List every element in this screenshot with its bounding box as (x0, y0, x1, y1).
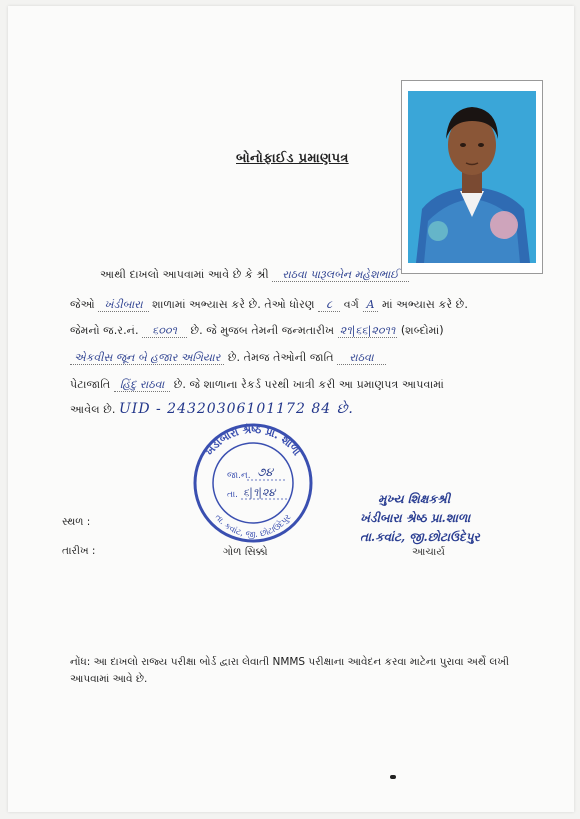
certificate-sheet (8, 6, 574, 812)
body-line-3 (70, 324, 444, 338)
round-seal (189, 421, 317, 545)
line3-mid: છે. જે મુજબ તેમની જન્મતારીખ (190, 324, 335, 337)
line6-prefix: આવેલ છે. (70, 403, 116, 416)
gr-number: ૬૦૦૧ (142, 324, 187, 338)
birth-date: ૨૧|૬૬|૨૦૧૧ (339, 324, 396, 337)
stamp-line-1: મુખ્ય શિક્ષકશ્રી (378, 492, 451, 506)
seal-caption: ગોળ સિક્કો (223, 546, 268, 558)
dob-in-words: એકવીસ જૂન બે હજાર અગિયાર (70, 351, 224, 365)
body-line-6 (70, 401, 354, 417)
stamp-line-2: ખંડીબારા શ્રેષ્ઠ પ્રા.શાળા (360, 511, 471, 525)
body-line-5 (70, 378, 444, 392)
standard-value: ૮ (318, 298, 340, 312)
student-photo (401, 80, 543, 274)
seal-date-label: તા. (227, 490, 239, 500)
stamp-line-3: તા.કવાંટ, જી.છોટાઉદેપુર (360, 530, 480, 544)
date-label: તારીખ : (62, 545, 96, 557)
designation-label: આચાર્ય (412, 546, 445, 558)
seal-date-value: ૬|૧|૨૪ (243, 486, 276, 499)
line5-prefix: પેટાજાતિ (70, 378, 111, 391)
line3-prefix: જેમનો જ.ર.નં. (70, 324, 139, 337)
seal-ring-text: ખંડીબારા શ્રેષ્ઠ પ્રા. શાળા (203, 423, 303, 458)
line2-mid: શાળામાં અભ્યાસ કરે છે. તેઓ ધોરણ (152, 298, 315, 311)
body-line-4 (70, 351, 386, 365)
body-line-2 (70, 298, 468, 312)
line2-suffix: માં અભ્યાસ કરે છે. (382, 298, 468, 311)
svg-text:ખંડીબારા શ્રેષ્ઠ પ્રા. શાળા (203, 422, 303, 459)
ink-speck (390, 775, 396, 779)
student-name: રાઠવા પારૂલબેન મહેશભાઈ (272, 268, 408, 282)
uid-value: UID - 24320306101172 84 છે. (118, 401, 354, 417)
school-name-filled: ખંડીબારા (98, 298, 148, 312)
certificate-title: બોનોફાઈડ પ્રમાણપત્ર (236, 151, 349, 166)
seal-ring-bottom-text: તા. કવાંટ, જી. છોટાઉદેપુર (212, 512, 294, 541)
seal-inward-label: જા.ન. (227, 471, 251, 481)
line5-suffix: છે. જે શાળાના રેકર્ડ પરથી ખાત્રી કરી આ પ્રમાણપત્ર આપવામાં (173, 378, 444, 391)
line4-suffix: છે. તેમજ તેઓની જાતિ (227, 351, 334, 364)
line2-class-label: વર્ગ (343, 298, 359, 311)
subcaste-value: હિંદુ રાઠવા (114, 378, 170, 392)
seal-inward-number: ૭૪ (257, 465, 273, 479)
body-line-1 (100, 268, 409, 282)
caste-value: રાઠવા (337, 351, 385, 365)
line1-prefix: આથી દાખલો આપવામાં આવે છે કે શ્રી (100, 268, 269, 281)
footnote: નોંધ: આ દાખલો રાજ્ય પરીક્ષા બોર્ડ દ્વારા લેવાતી NMMS પરીક્ષાના આવેદન કરવા માટેના પુરાવા અર્થે લખી આપવામાં આવે છે. (70, 656, 509, 685)
line2-prefix: જેઓ (70, 298, 95, 311)
division-value: A (363, 298, 379, 312)
svg-text:તા. કવાંટ, જી. છોટાઉદેપુર (213, 512, 294, 540)
portrait-image (408, 91, 536, 263)
principal-stamp (360, 490, 480, 562)
place-label: સ્થળ : (62, 516, 91, 528)
line3-suffix: (શબ્દોમાં) (400, 324, 444, 337)
